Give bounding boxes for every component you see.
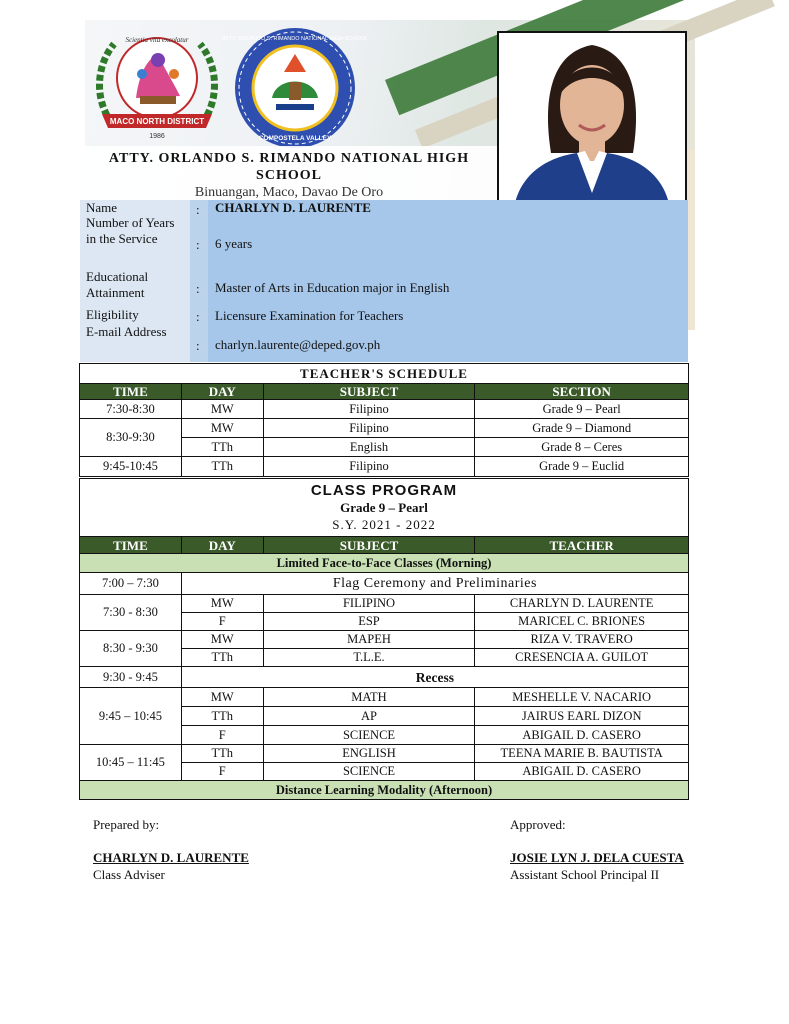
schedule-subject: Filipino — [263, 419, 475, 438]
program-time: 7:00 – 7:30 — [80, 573, 182, 595]
table-row — [80, 667, 689, 688]
program-time: 9:30 - 9:45 — [80, 667, 182, 688]
program-teacher: MESHELLE V. NACARIO — [475, 688, 689, 707]
info-value-education: Master of Arts in Education major in English — [215, 280, 450, 295]
program-subject: MAPEH — [263, 631, 475, 649]
info-label-years: Number of Years in the Service — [86, 215, 175, 246]
program-day: F — [181, 763, 263, 781]
table-row — [80, 631, 689, 649]
program-subject: T.L.E. — [263, 649, 475, 667]
table-row — [80, 457, 689, 477]
class-program-title: CLASS PROGRAM — [310, 482, 458, 499]
approved-by-name: JOSIE LYN J. DELA CUESTA — [510, 850, 684, 865]
schedule-subject: English — [263, 438, 475, 457]
program-subject: SCIENCE — [263, 726, 475, 745]
program-teacher: ABIGAIL D. CASERO — [475, 763, 689, 781]
school-name-line2: SCHOOL — [256, 168, 322, 183]
program-header-teacher: TEACHER — [475, 537, 689, 554]
program-subject: ESP — [263, 613, 475, 631]
program-header-day: DAY — [181, 537, 263, 554]
program-subject: SCIENCE — [263, 763, 475, 781]
class-program-school-year: S.Y. 2021 - 2022 — [332, 517, 436, 532]
teachers-schedule-table — [79, 363, 689, 477]
table-row — [80, 573, 689, 595]
program-time: 10:45 – 11:45 — [80, 745, 182, 781]
recess-label: Recess — [181, 667, 688, 688]
table-row — [80, 400, 689, 419]
prepared-by-name: CHARLYN D. LAURENTE — [93, 850, 249, 865]
info-colon: : — [196, 338, 200, 353]
program-teacher: CRESENCIA A. GUILOT — [475, 649, 689, 667]
seal-bottom-text: COMPOSTELA VALLEY — [258, 135, 332, 142]
schedule-header-time: TIME — [80, 384, 182, 400]
class-program-heading — [80, 479, 689, 537]
schedule-section: Grade 9 – Pearl — [475, 400, 689, 419]
program-subject: FILIPINO — [263, 595, 475, 613]
schedule-time: 8:30-9:30 — [80, 419, 182, 457]
schedule-time: 9:45-10:45 — [80, 457, 182, 477]
approved-by-role: Assistant School Principal II — [510, 867, 660, 882]
info-value-name: CHARLYN D. LAURENTE — [215, 200, 371, 215]
table-row — [80, 745, 689, 763]
program-header-time: TIME — [80, 537, 182, 554]
schedule-subject: Filipino — [263, 457, 475, 477]
class-program-grade: Grade 9 – Pearl — [340, 500, 428, 515]
district-logo — [88, 28, 226, 142]
schedule-section: Grade 9 – Diamond — [475, 419, 689, 438]
program-header-subject: SUBJECT — [263, 537, 475, 554]
info-colon: : — [196, 237, 200, 252]
schedule-subject: Filipino — [263, 400, 475, 419]
table-row — [80, 688, 689, 707]
schedule-day: MW — [181, 400, 263, 419]
school-address: Binuangan, Maco, Davao De Oro — [194, 185, 384, 200]
program-day: MW — [181, 631, 263, 649]
info-value-years: 6 years — [215, 236, 253, 251]
program-teacher: JAIRUS EARL DIZON — [475, 707, 689, 726]
morning-label: Limited Face-to-Face Classes (Morning) — [80, 554, 689, 573]
info-label-eligibility: Eligibility — [86, 307, 139, 322]
schedule-section: Grade 8 – Ceres — [475, 438, 689, 457]
program-day: TTh — [181, 649, 263, 667]
info-colon: : — [196, 281, 200, 296]
schedule-title: TEACHER'S SCHEDULE — [80, 364, 689, 384]
program-time: 7:30 - 8:30 — [80, 595, 182, 631]
program-day: TTh — [181, 745, 263, 763]
program-subject: MATH — [263, 688, 475, 707]
program-day: MW — [181, 688, 263, 707]
schedule-header-section: SECTION — [475, 384, 689, 400]
program-subject: ENGLISH — [263, 745, 475, 763]
school-name-line1: ATTY. ORLANDO S. RIMANDO NATIONAL HIGH — [108, 151, 470, 166]
table-row — [80, 595, 689, 613]
schedule-day: TTh — [181, 438, 263, 457]
program-teacher: ABIGAIL D. CASERO — [475, 726, 689, 745]
schedule-header-day: DAY — [181, 384, 263, 400]
logo-motto-text: Scientia vita excolatur — [125, 36, 189, 44]
program-time: 8:30 - 9:30 — [80, 631, 182, 667]
approved-label: Approved: — [510, 817, 566, 832]
schedule-header-subject: SUBJECT — [263, 384, 475, 400]
program-teacher: CHARLYN D. LAURENTE — [475, 595, 689, 613]
logo-ribbon-text: MACO NORTH DISTRICT — [109, 117, 205, 126]
flag-ceremony-label: Flag Ceremony and Preliminaries — [181, 573, 688, 595]
school-name — [80, 150, 498, 184]
info-value-eligibility: Licensure Examination for Teachers — [215, 308, 404, 323]
seal-ring-text: ATTY. ORLANDO S. RIMANDO NATIONAL HIGH SCHOOL — [222, 36, 368, 42]
afternoon-label: Distance Learning Modality (Afternoon) — [80, 781, 689, 800]
logo-year-text: 1986 — [149, 133, 165, 140]
program-teacher: RIZA V. TRAVERO — [475, 631, 689, 649]
table-row — [80, 419, 689, 438]
program-teacher: TEENA MARIE B. BAUTISTA — [475, 745, 689, 763]
schedule-day: MW — [181, 419, 263, 438]
program-day: F — [181, 726, 263, 745]
info-value-email: charlyn.laurente@deped.gov.ph — [215, 337, 381, 352]
program-subject: AP — [263, 707, 475, 726]
schedule-section: Grade 9 – Euclid — [475, 457, 689, 477]
teacher-photo — [497, 31, 687, 217]
info-colon: : — [196, 202, 200, 217]
program-teacher: MARICEL C. BRIONES — [475, 613, 689, 631]
schedule-day: TTh — [181, 457, 263, 477]
schedule-time: 7:30-8:30 — [80, 400, 182, 419]
info-label-name: Name — [86, 200, 118, 215]
class-program-table — [79, 478, 689, 800]
program-time: 9:45 – 10:45 — [80, 688, 182, 745]
info-label-education: Educational Attainment — [86, 269, 149, 300]
program-day: MW — [181, 595, 263, 613]
info-colon: : — [196, 309, 200, 324]
school-seal-logo — [222, 26, 368, 150]
info-label-email: E-mail Address — [86, 324, 167, 339]
prepared-by-role: Class Adviser — [93, 867, 165, 882]
program-day: TTh — [181, 707, 263, 726]
program-day: F — [181, 613, 263, 631]
prepared-by-label: Prepared by: — [93, 817, 160, 832]
